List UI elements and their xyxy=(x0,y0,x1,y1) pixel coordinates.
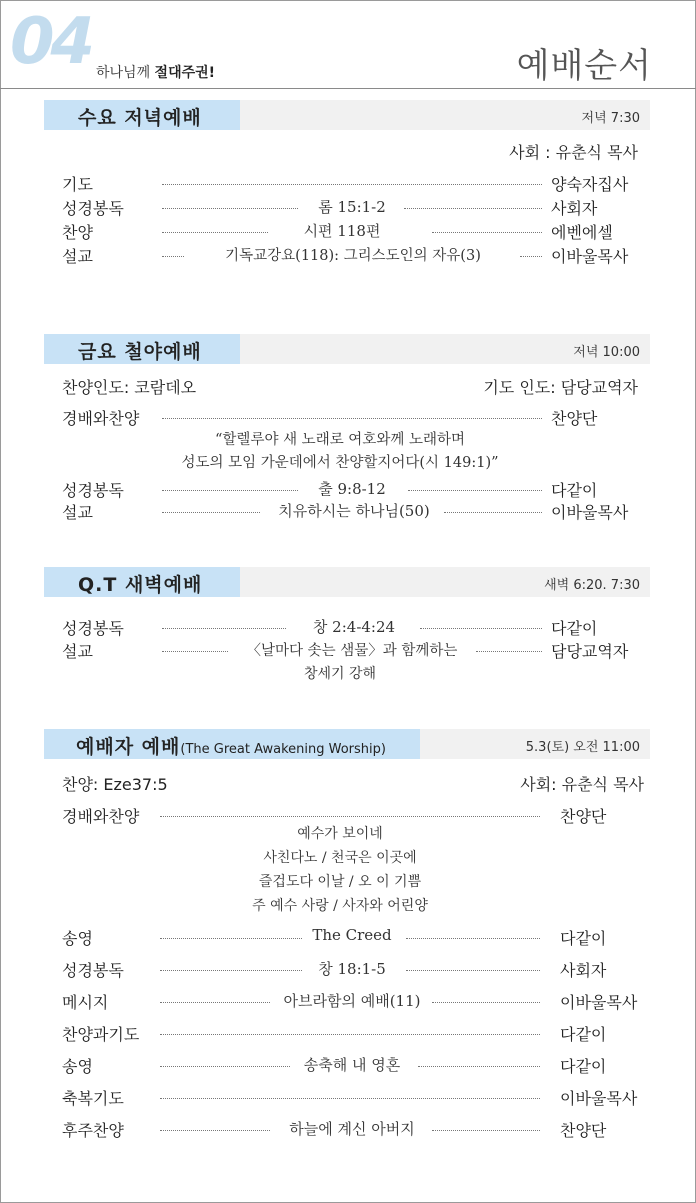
leader-dots xyxy=(162,256,184,257)
section-label-fri xyxy=(44,334,240,364)
section-label-qt xyxy=(44,567,240,597)
row-left: 메시지 xyxy=(62,993,109,1012)
row-center: 치유하시는 하나님(50) xyxy=(278,502,430,520)
leader-dots xyxy=(162,232,268,233)
row-right: 다같이 xyxy=(560,1025,607,1044)
leader-dots xyxy=(432,1130,540,1131)
row-right: 찬양단 xyxy=(560,807,607,826)
row-right: 찬양단 xyxy=(560,1121,607,1140)
row-center: 창 2:4-4:24 xyxy=(312,618,396,636)
row-center: 창 18:1-5 xyxy=(318,960,386,978)
row-left: 설교 xyxy=(62,642,93,661)
leader-dots xyxy=(160,970,302,971)
section-title-qt: Q.T 새벽예배 xyxy=(78,574,203,596)
section-time-fri: 저녁 10:00 xyxy=(573,345,640,360)
section-label-wed xyxy=(44,100,240,130)
header-divider xyxy=(0,88,696,89)
section-bar-sat xyxy=(44,729,650,759)
row-left: 후주찬양 xyxy=(62,1121,124,1140)
row-left: 축복기도 xyxy=(62,1089,124,1108)
leader-dots xyxy=(418,1066,540,1067)
page-number: 04 xyxy=(10,5,92,79)
leader-dots xyxy=(160,938,302,939)
row-center: 기독교강요(118): 그리스도인의 자유(3) xyxy=(225,248,481,264)
section-time-wed: 저녁 7:30 xyxy=(581,111,640,126)
row-center: 송축해 내 영혼 xyxy=(303,1056,401,1074)
leader-dots xyxy=(162,651,228,652)
leader-dots xyxy=(162,418,542,419)
section-title-fri: 금요 철야예배 xyxy=(78,341,202,363)
row-right: 담당교역자 xyxy=(551,642,629,661)
row-right: 이바울목사 xyxy=(551,503,629,522)
tagline-bold: 절대주권! xyxy=(154,65,216,81)
row-right: 이바울목사 xyxy=(560,993,638,1012)
praise-verse: 찬양: Eze37:5 xyxy=(62,775,168,794)
section-title-sat-main: 예배자 예배 xyxy=(76,736,181,758)
leader-dots xyxy=(160,1066,290,1067)
praise-leader: 찬양인도: 코람데오 xyxy=(62,378,197,397)
row-right: 사회자 xyxy=(560,961,607,980)
leader-dots xyxy=(476,651,542,652)
tagline xyxy=(96,62,215,82)
row-right: 이바울목사 xyxy=(551,247,629,266)
row-right: 다같이 xyxy=(560,929,607,948)
row-left: 경배와찬양 xyxy=(62,409,140,428)
leader-dots xyxy=(160,1130,270,1131)
row-left: 경배와찬양 xyxy=(62,807,140,826)
leader-dots xyxy=(408,490,542,491)
leader-dots xyxy=(162,628,286,629)
section-time-sat: 5.3(토) 오전 11:00 xyxy=(525,740,640,755)
section-title-wed: 수요 저녁예배 xyxy=(78,107,202,129)
leader-dots xyxy=(406,938,540,939)
leader-dots xyxy=(162,490,298,491)
row-left: 성경봉독 xyxy=(62,481,124,500)
tagline-prefix: 하나님께 xyxy=(96,65,155,81)
song-line: 사친다노 / 천국은 이곳에 xyxy=(263,850,417,866)
row-center: 출 9:8-12 xyxy=(318,480,386,498)
song-line: 즐겁도다 이날 / 오 이 기쁨 xyxy=(258,874,422,890)
leader-dots xyxy=(432,232,542,233)
row-center: 〈날마다 솟는 샘물〉과 함께하는 xyxy=(246,643,458,659)
row-left: 찬양과기도 xyxy=(62,1025,140,1044)
row-left: 송영 xyxy=(62,929,93,948)
row-right: 이바울목사 xyxy=(560,1089,638,1108)
section-time-qt: 새벽 6:20. 7:30 xyxy=(544,578,640,593)
row-right: 에벤에셀 xyxy=(551,223,613,242)
leader-dots xyxy=(160,1002,270,1003)
row-left: 성경봉독 xyxy=(62,961,124,980)
section-label-sat xyxy=(44,729,420,759)
leader-dots xyxy=(406,970,540,971)
row-center: 하늘에 계신 아버지 xyxy=(289,1120,415,1138)
row-right: 다같이 xyxy=(551,619,598,638)
song-line: 주 예수 사랑 / 사자와 어린양 xyxy=(252,898,428,914)
leader-dots xyxy=(162,184,542,185)
row-right: 양숙자집사 xyxy=(551,175,629,194)
leader-dots xyxy=(160,1098,540,1099)
row-center: 아브라함의 예배(11) xyxy=(283,992,421,1010)
row-left: 성경봉독 xyxy=(62,619,124,638)
row-left: 찬양 xyxy=(62,223,93,242)
quote-line: 성도의 모임 가운데에서 찬양할지어다(시 149:1)” xyxy=(181,455,499,471)
row-left: 성경봉독 xyxy=(62,199,124,218)
section-title-sat xyxy=(76,732,386,759)
row-right: 사회자 xyxy=(551,199,598,218)
host-sat: 사회: 유춘식 목사 xyxy=(520,775,644,794)
row-left: 기도 xyxy=(62,175,93,194)
leader-dots xyxy=(420,628,542,629)
section-subtitle-sat: (The Great Awakening Worship) xyxy=(180,742,386,757)
leader-dots xyxy=(520,256,542,257)
section-bar-fri xyxy=(44,334,650,364)
row-center: 롬 15:1-2 xyxy=(318,198,386,216)
row-left: 송영 xyxy=(62,1057,93,1076)
leader-dots xyxy=(162,208,298,209)
row-left: 설교 xyxy=(62,247,93,266)
host-wed: 사회 : 유춘식 목사 xyxy=(509,143,638,162)
row-center: 시편 118편 xyxy=(303,222,381,240)
quote-line: “할렐루야 새 노래로 여호와께 노래하며 xyxy=(215,432,465,448)
page-title: 예배순서 xyxy=(516,46,652,86)
leader-dots xyxy=(162,512,260,513)
row-right: 찬양단 xyxy=(551,409,598,428)
song-line: 예수가 보이네 xyxy=(297,826,383,842)
row-left: 설교 xyxy=(62,503,93,522)
section-bar-wed xyxy=(44,100,650,130)
leader-dots xyxy=(160,816,540,817)
section-bar-qt xyxy=(44,567,650,597)
prayer-leader: 기도 인도: 담당교역자 xyxy=(483,378,638,397)
row-center: The Creed xyxy=(312,926,392,944)
leader-dots xyxy=(404,208,542,209)
leader-dots xyxy=(444,512,542,513)
sermon-line2: 창세기 강해 xyxy=(303,666,377,682)
leader-dots xyxy=(432,1002,540,1003)
row-right: 다같이 xyxy=(551,481,598,500)
row-right: 다같이 xyxy=(560,1057,607,1076)
leader-dots xyxy=(160,1034,540,1035)
